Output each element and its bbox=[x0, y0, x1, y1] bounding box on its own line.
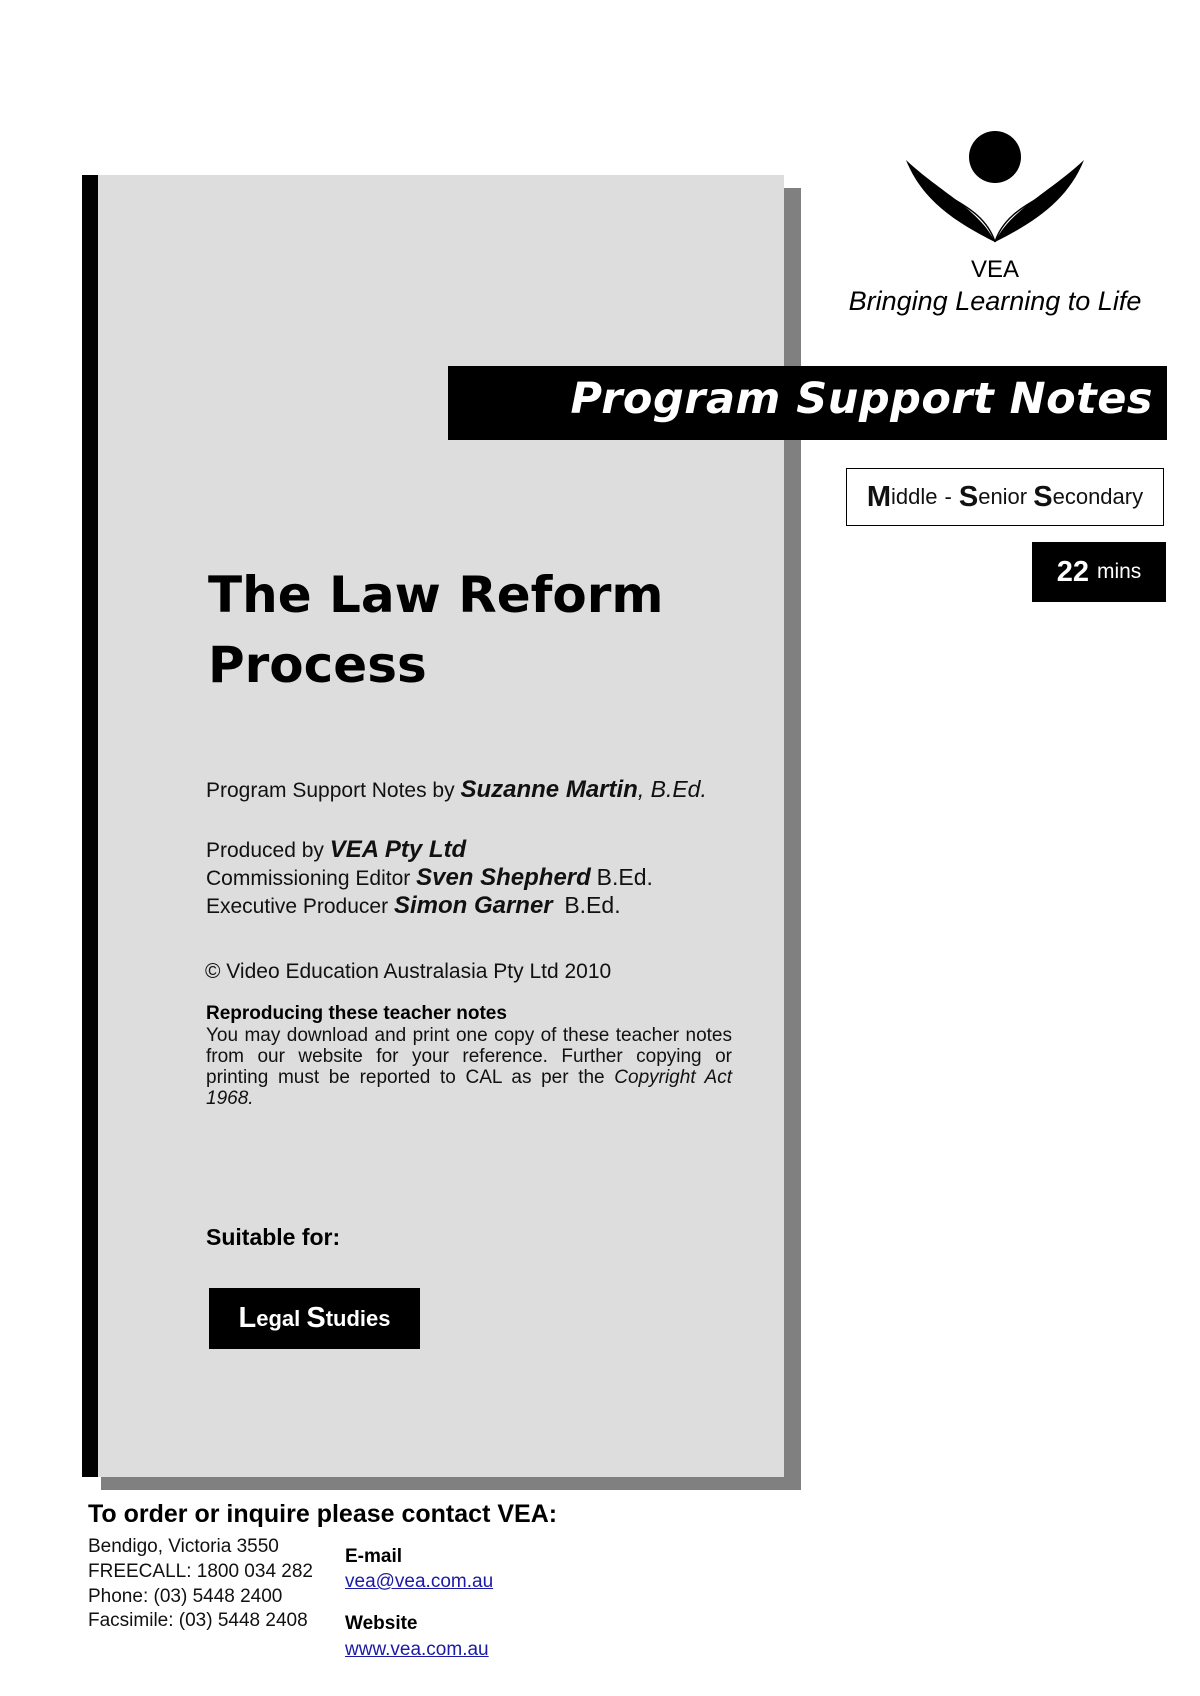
duration-value: 22 bbox=[1056, 555, 1089, 588]
title-line-2: Process bbox=[208, 636, 427, 694]
credit-prefix: Produced by bbox=[206, 839, 324, 862]
email-label: E-mail bbox=[345, 1546, 403, 1567]
level-rest-1: iddle bbox=[891, 484, 938, 509]
level-rest-2: enior bbox=[978, 484, 1028, 509]
reproducing-heading: Reproducing these teacher notes bbox=[206, 1003, 507, 1024]
brand-name: VEA bbox=[970, 256, 1020, 283]
credit-notes-author bbox=[206, 776, 707, 804]
reproducing-text: You may download and print one copy of these teacher notes from our website for your reference. Further copying or printing must be reported to CAL as per the bbox=[206, 1025, 732, 1088]
exec-name: Simon Garner bbox=[393, 892, 553, 919]
level-separator: - bbox=[944, 484, 952, 509]
subject-initial-1: L bbox=[238, 1302, 257, 1334]
credit-prefix: Commissioning Editor bbox=[206, 867, 411, 890]
suitable-for-label: Suitable for: bbox=[206, 1224, 341, 1250]
level-initial-1: M bbox=[866, 480, 892, 513]
title-banner bbox=[448, 366, 1167, 440]
duration-badge bbox=[1032, 542, 1166, 602]
duration-unit: mins bbox=[1096, 560, 1142, 583]
phone-line: Phone: (03) 5448 2400 bbox=[88, 1586, 283, 1607]
document-title bbox=[208, 560, 768, 700]
email-link[interactable]: vea@vea.com.au bbox=[345, 1571, 494, 1592]
copyright-act: Copyright Act 1968. bbox=[206, 1067, 732, 1109]
address-line: Bendigo, Victoria 3550 bbox=[88, 1536, 279, 1557]
level-initial-3: S bbox=[1033, 480, 1053, 513]
credit-prefix: Executive Producer bbox=[206, 895, 389, 918]
editor-name: Sven Shepherd bbox=[416, 864, 591, 891]
credit-editor bbox=[206, 864, 653, 892]
contact-heading: To order or inquire please contact VEA: bbox=[88, 1500, 558, 1528]
level-initial-2: S bbox=[958, 480, 979, 513]
credit-producer bbox=[206, 836, 466, 864]
title-line-1: The Law Reform bbox=[208, 566, 664, 624]
level-rest-3: econdary bbox=[1052, 484, 1144, 509]
producer-name: VEA Pty Ltd bbox=[329, 836, 467, 863]
cover-panel-bar bbox=[82, 175, 98, 1477]
banner-title: Program Support Notes bbox=[570, 374, 1153, 424]
vea-logo-icon bbox=[900, 130, 1090, 250]
subject-initial-2: S bbox=[306, 1302, 326, 1334]
author-name: Suzanne Martin bbox=[460, 776, 638, 803]
credit-prefix: Program Support Notes by bbox=[206, 779, 455, 802]
level-box bbox=[846, 468, 1164, 526]
subject-rest-1: egal bbox=[256, 1305, 301, 1331]
subject-rest-2: tudies bbox=[325, 1305, 391, 1331]
website-link[interactable]: www.vea.com.au bbox=[345, 1639, 489, 1660]
editor-degree: B.Ed. bbox=[596, 864, 653, 890]
exec-degree: B.Ed. bbox=[564, 892, 621, 918]
credit-executive-producer bbox=[206, 892, 621, 920]
subject-badge bbox=[209, 1288, 420, 1349]
copyright-notice: © Video Education Australasia Pty Ltd 2010 bbox=[205, 960, 612, 983]
author-degree: , B.Ed. bbox=[637, 776, 707, 802]
brand-tagline: Bringing Learning to Life bbox=[848, 286, 1142, 316]
fax-line: Facsimile: (03) 5448 2408 bbox=[88, 1610, 308, 1631]
reproducing-body bbox=[206, 1025, 732, 1109]
freecall-line: FREECALL: 1800 034 282 bbox=[88, 1561, 313, 1582]
website-label: Website bbox=[345, 1613, 418, 1634]
